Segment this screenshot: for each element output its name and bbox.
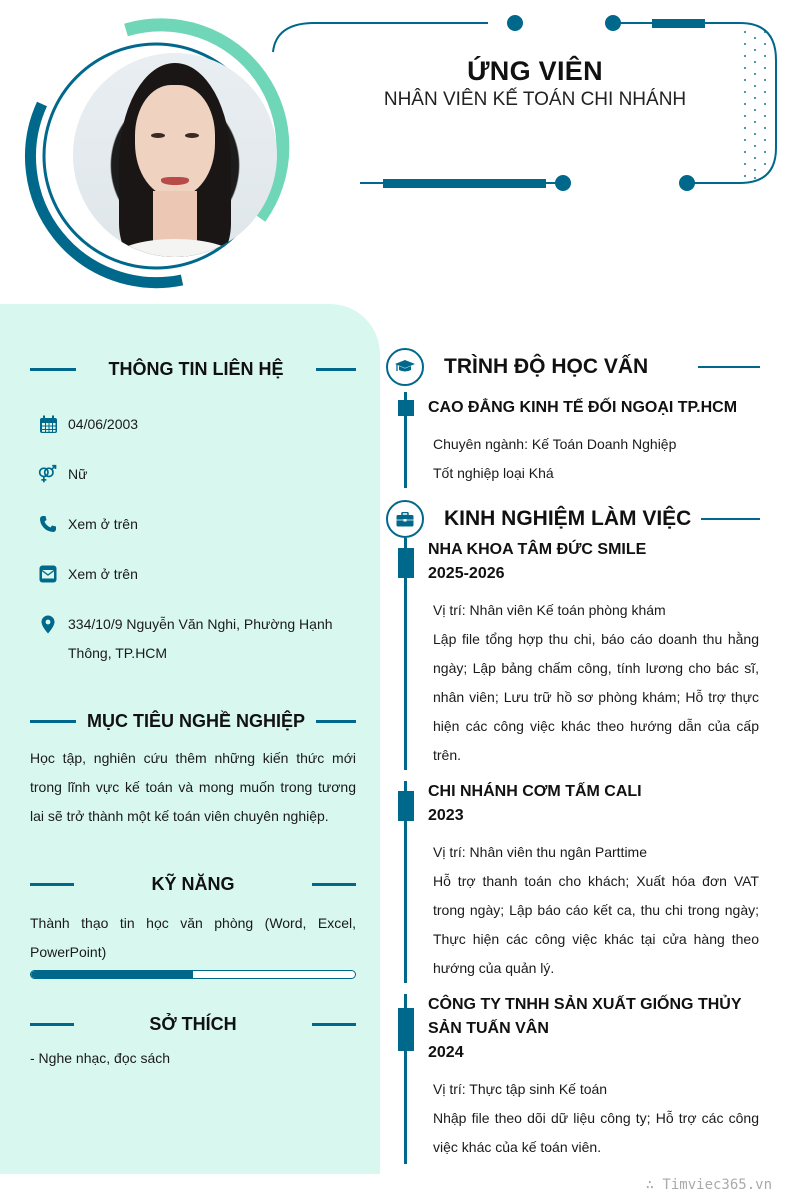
address-value: 334/10/9 Nguyễn Văn Nghi, Phường Hạnh Thông, TP.HCM xyxy=(68,616,333,661)
birthdate-value: 04/06/2003 xyxy=(68,416,139,432)
hobbies-section-header xyxy=(30,1012,356,1036)
skills-section-header xyxy=(30,872,356,896)
education-section-title: TRÌNH ĐỘ HỌC VẤN xyxy=(444,355,649,378)
hobbies-text: - Nghe nhạc, đọc sách xyxy=(30,1050,171,1066)
contact-address xyxy=(38,610,338,668)
job-3-header xyxy=(428,993,768,1065)
job-1-header xyxy=(428,538,768,586)
candidate-role: NHÂN VIÊN KẾ TOÁN CHI NHÁNH xyxy=(383,89,687,110)
timeline-marker xyxy=(398,400,414,416)
calendar-icon xyxy=(38,414,58,434)
timeline-marker xyxy=(398,791,414,821)
job-2-header xyxy=(428,780,768,828)
candidate-photo xyxy=(73,53,277,257)
divider xyxy=(30,368,76,371)
divider xyxy=(316,368,356,371)
watermark: ∴ Timviec365.vn xyxy=(645,1177,772,1193)
divider xyxy=(30,883,74,886)
divider xyxy=(701,518,760,520)
education-school: CAO ĐẲNG KINH TẾ ĐỐI NGOẠI TP.HCM xyxy=(428,399,738,416)
education-section-header xyxy=(386,348,760,386)
contact-section-title: THÔNG TIN LIÊN HỆ xyxy=(108,358,284,379)
job-3-period: 2024 xyxy=(428,1044,464,1061)
job-1-company: NHA KHOA TÂM ĐỨC SMILE xyxy=(428,541,647,558)
email-value: Xem ở trên xyxy=(68,566,138,582)
job-3-description: Nhập file theo dõi dữ liệu công ty; Hỗ trợ các công việc khác của kế toán viên. xyxy=(433,1110,759,1155)
divider xyxy=(312,1023,356,1026)
location-icon xyxy=(38,614,58,634)
objective-section-header xyxy=(30,709,356,733)
contact-gender xyxy=(38,460,338,489)
candidate-name: ỨNG VIÊN xyxy=(467,56,603,86)
experience-section-header xyxy=(386,500,760,538)
job-1-period: 2025-2026 xyxy=(428,565,505,582)
divider xyxy=(316,720,356,723)
job-2-period: 2023 xyxy=(428,807,464,824)
contact-section-header xyxy=(30,357,356,381)
gender-icon xyxy=(38,464,58,484)
divider xyxy=(30,1023,74,1026)
timeline-marker xyxy=(398,548,414,578)
objective-text: Học tập, nghiên cứu thêm những kiến thức mới trong lĩnh vực kế toán và mong muốn trong tương lai sẽ trở thành một kế toán viên chuyên nghiệp. xyxy=(30,750,356,824)
skills-section-title: KỸ NĂNG xyxy=(151,873,235,894)
job-3-position: Vị trí: Thực tập sinh Kế toán xyxy=(433,1081,608,1097)
divider xyxy=(30,720,76,723)
job-3-details xyxy=(433,1075,759,1162)
hobbies-section-title: SỞ THÍCH xyxy=(149,1013,237,1034)
title-block xyxy=(360,56,710,111)
skill-level-fill xyxy=(31,971,193,978)
skill-level-bar xyxy=(30,970,356,979)
briefcase-icon xyxy=(386,500,424,538)
phone-value: Xem ở trên xyxy=(68,516,138,532)
divider xyxy=(698,366,760,368)
job-2-description: Hỗ trợ thanh toán cho khách; Xuất hóa đơn VAT trong ngày; Lập báo cáo kết ca, thu chi trong ngày; Thực hiện các công việc khác tại cửa hàng theo hướng của quản lý. xyxy=(433,873,759,976)
job-2-position: Vị trí: Nhân viên thu ngân Parttime xyxy=(433,844,647,860)
job-2-company: CHI NHÁNH CƠM TẤM CALI xyxy=(428,783,642,800)
job-1-description: Lập file tổng hợp thu chi, báo cáo doanh thu hằng ngày; Lập bảng chấm công, tính lương cho bác sĩ, nhân viên; Lưu trữ hồ sơ phòng khám; Hỗ trợ thực hiện các công việc khác theo hướng dẫn của cấp trên. xyxy=(433,631,759,763)
phone-icon xyxy=(38,514,58,534)
contact-birthdate xyxy=(38,410,338,439)
contact-phone xyxy=(38,510,338,539)
education-major: Chuyên ngành: Kế Toán Doanh Nghiệp xyxy=(433,436,677,452)
job-2-details xyxy=(433,838,759,983)
divider xyxy=(312,883,356,886)
contact-email xyxy=(38,560,338,589)
avatar-frame xyxy=(18,18,294,294)
education-grade: Tốt nghiệp loại Khá xyxy=(433,465,554,481)
education-details xyxy=(433,430,759,488)
objective-section-title: MỤC TIÊU NGHỀ NGHIỆP xyxy=(86,710,305,731)
graduation-cap-icon xyxy=(386,348,424,386)
job-1-details xyxy=(433,596,759,770)
job-3-company: CÔNG TY TNHH SẢN XUẤT GIỐNG THỦY SẢN TUẤN VÂN xyxy=(428,996,742,1037)
job-1-position: Vị trí: Nhân viên Kế toán phòng khám xyxy=(433,602,666,618)
email-icon xyxy=(38,564,58,584)
timeline-marker xyxy=(398,1008,414,1051)
skill-name: Thành thạo tin học văn phòng (Word, Excel, PowerPoint) xyxy=(30,915,356,960)
experience-section-title: KINH NGHIỆM LÀM VIỆC xyxy=(444,507,692,530)
gender-value: Nữ xyxy=(68,466,88,482)
